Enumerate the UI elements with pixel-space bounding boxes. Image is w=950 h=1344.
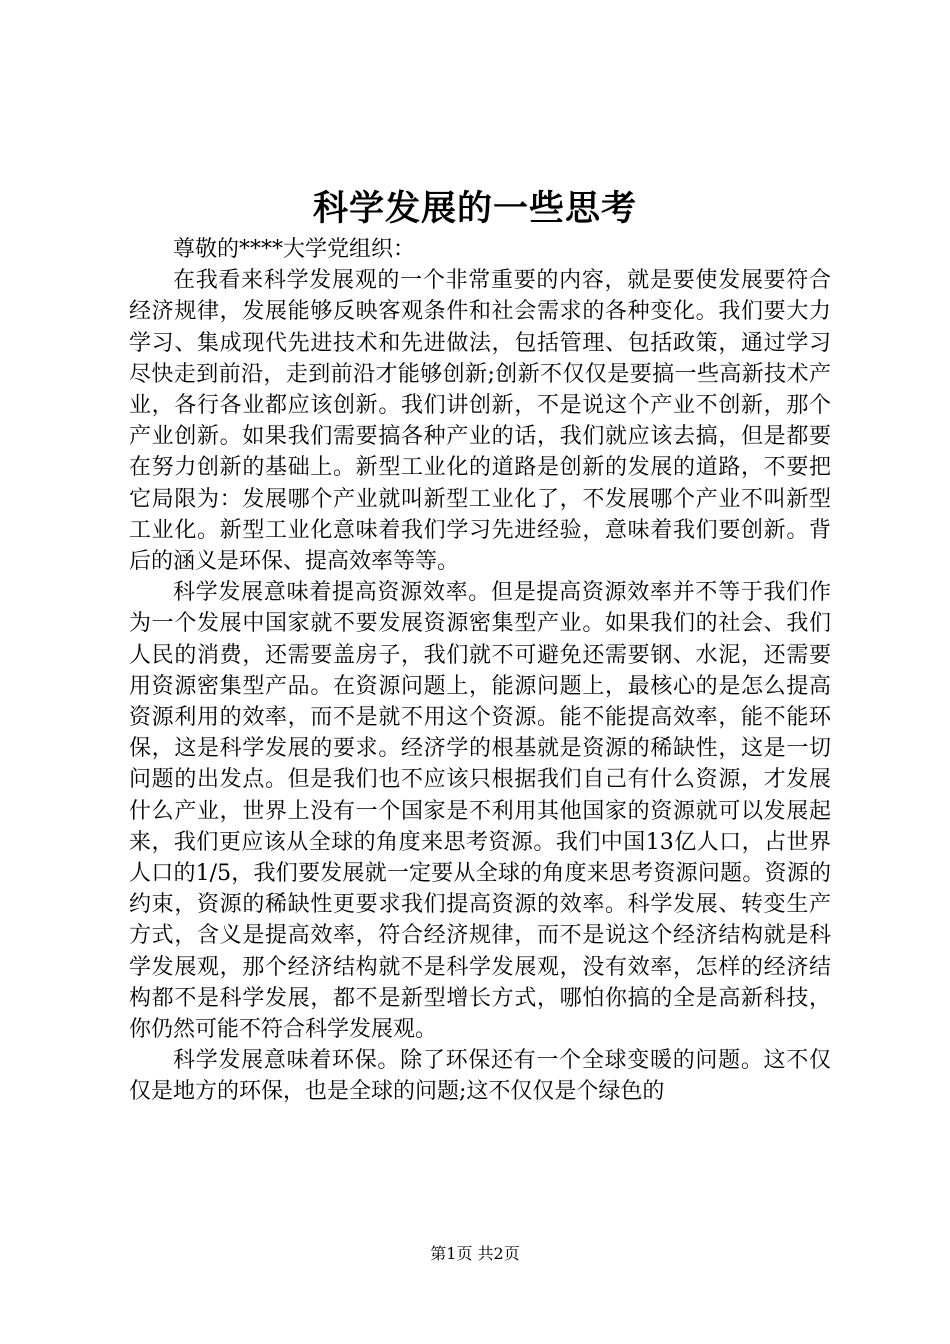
document-body — [129, 234, 831, 1108]
paragraph: 在我看来科学发展观的一个非常重要的内容，就是要使发展要符合经济规律，发展能够反映客观条件和社会需求的各种变化。我们要大力学习、集成现代先进技术和先进做法，包括管理、包括政策，通过学习尽快走到前沿，走到前沿才能够创新;创新不仅仅是要搞一些高新技术产业，各行各业都应该创新。我们讲创新，不是说这个产业不创新，那个产业创新。如果我们需要搞各种产业的话，我们就应该去搞，但是都要在努力创新的基础上。新型工业化的道路是创新的发展的道路，不要把它局限为：发展哪个产业就叫新型工业化了，不发展哪个产业不叫新型工业化。新型工业化意味着我们学习先进经验，意味着我们要创新。背后的涵义是环保、提高效率等等。 — [129, 268, 831, 575]
page-footer: 第1页 共2页 — [430, 1244, 520, 1263]
salutation: 尊敬的****大学党组织： — [173, 237, 416, 262]
paragraph: 科学发展意味着环保。除了环保还有一个全球变暖的问题。这不仅仅是地方的环保，也是全球的问题;这不仅仅是个绿色的 — [129, 1048, 831, 1105]
document-title: 科学发展的一些思考 — [312, 188, 637, 229]
paragraph: 科学发展意味着提高资源效率。但是提高资源效率并不等于我们作为一个发展中国家就不要发展资源密集型产业。如果我们的社会、我们人民的消费，还需要盖房子，我们就不可避免还需要钢、水泥，还需要用资源密集型产品。在资源问题上，能源问题上，最核心的是怎么提高资源利用的效率，而不是就不用这个资源。能不能提高效率，能不能环保，这是科学发展的要求。经济学的根基就是资源的稀缺性，这是一切问题的出发点。但是我们也不应该只根据我们自己有什么资源，才发展什么产业，世界上没有一个国家是不利用其他国家的资源就可以发展起来，我们更应该从全球的角度来思考资源。我们中国13亿人口，占世界人口的1/5，我们要发展就一定要从全球的角度来思考资源问题。资源的约束，资源的稀缺性更要求我们提高资源的效率。科学发展、转变生产方式，含义是提高效率，符合经济规律，而不是说这个经济结构就是科学发展观，那个经济结构就不是科学发展观，没有效率，怎样的经济结构都不是科学发展，都不是新型增长方式，哪怕你搞的全是高新科技，你仍然可能不符合科学发展观。 — [129, 580, 831, 1043]
